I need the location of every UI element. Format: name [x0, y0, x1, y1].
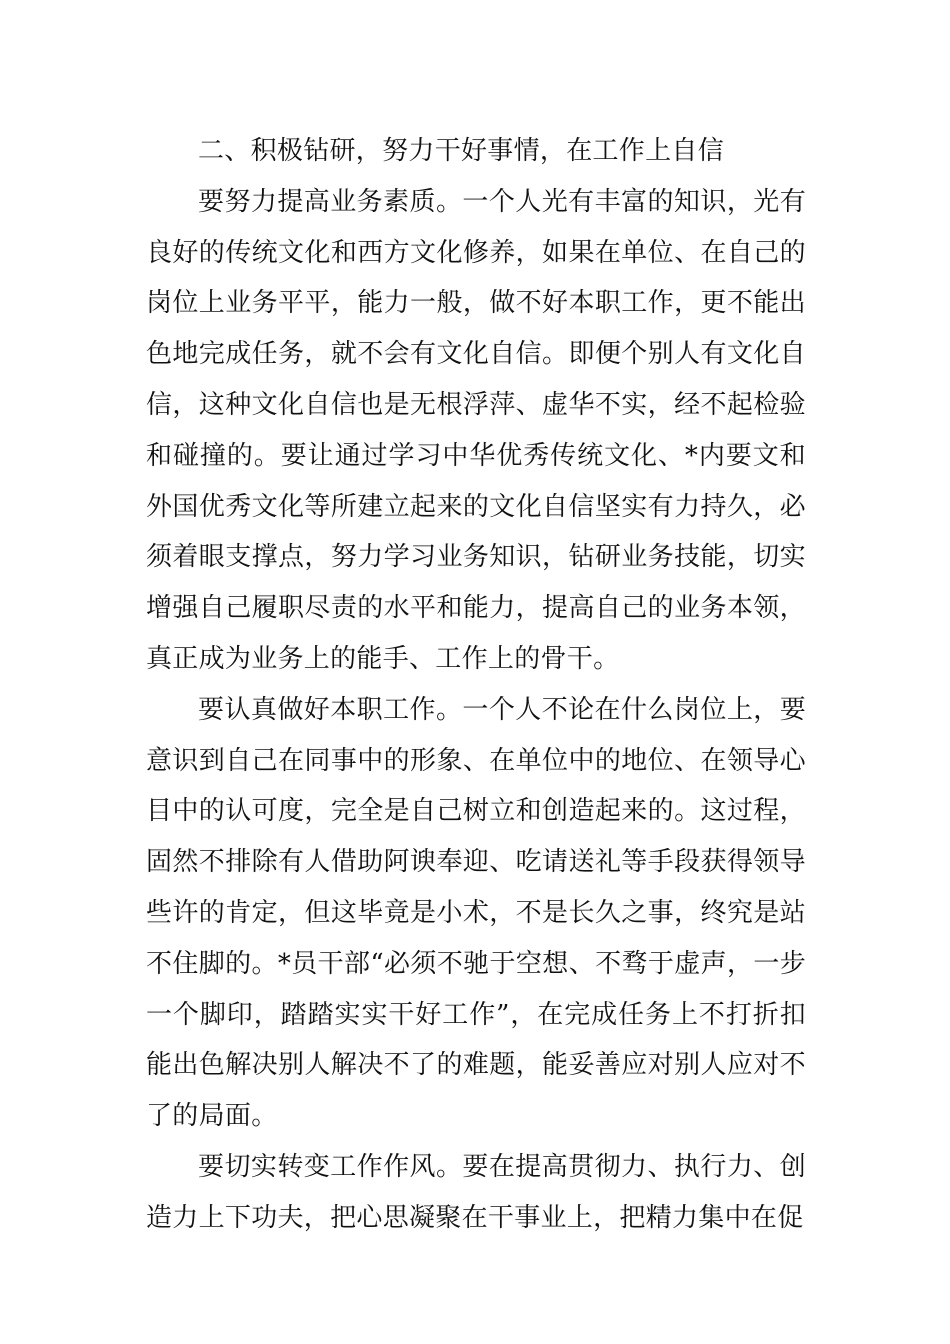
paragraph-work-style: 要切实转变工作作风。要在提高贯彻力、执行力、创造力上下功夫，把心思凝聚在干事业上，把精力集中在促 — [146, 1151, 806, 1233]
section-heading: 二、积极钻研，努力干好事情，在工作上自信 — [198, 136, 725, 166]
paragraph-business-quality: 要努力提高业务素质。一个人光有丰富的知识，光有良好的传统文化和西方文化修养，如果在单位、在自己的岗位上业务平平，能力一般，做不好本职工作，更不能出色地完成任务，就不会有文化自信。即便个别人有文化自信，这种文化自信也是无根浮萍、虚华不实，经不起检验和碰撞的。要让通过学习中华优秀传统文化、*内要文和外国优秀文化等所建立起来的文化自信坚实有力持久，必须着眼支撑点，努力学习业务知识，钻研业务技能，切实增强自己履职尽责的水平和能力，提高自己的业务本领，真正成为业务上的能手、工作上的骨干。 — [146, 186, 806, 674]
paragraph-do-job-well: 要认真做好本职工作。一个人不论在什么岗位上，要意识到自己在同事中的形象、在单位中的地位、在领导心目中的认可度，完全是自己树立和创造起来的。这过程，固然不排除有人借助阿谀奉迎、吃请送礼等手段获得领导些许的肯定，但这毕竟是小术，不是长久之事，终究是站不住脚的。*员干部“必须不驰于空想、不骛于虚声，一步一个脚印，踏踏实实干好工作”，在完成任务上不打折扣能出色解决别人解决不了的难题，能妥善应对别人应对不了的局面。 — [146, 694, 806, 1132]
document-body — [146, 126, 806, 1244]
